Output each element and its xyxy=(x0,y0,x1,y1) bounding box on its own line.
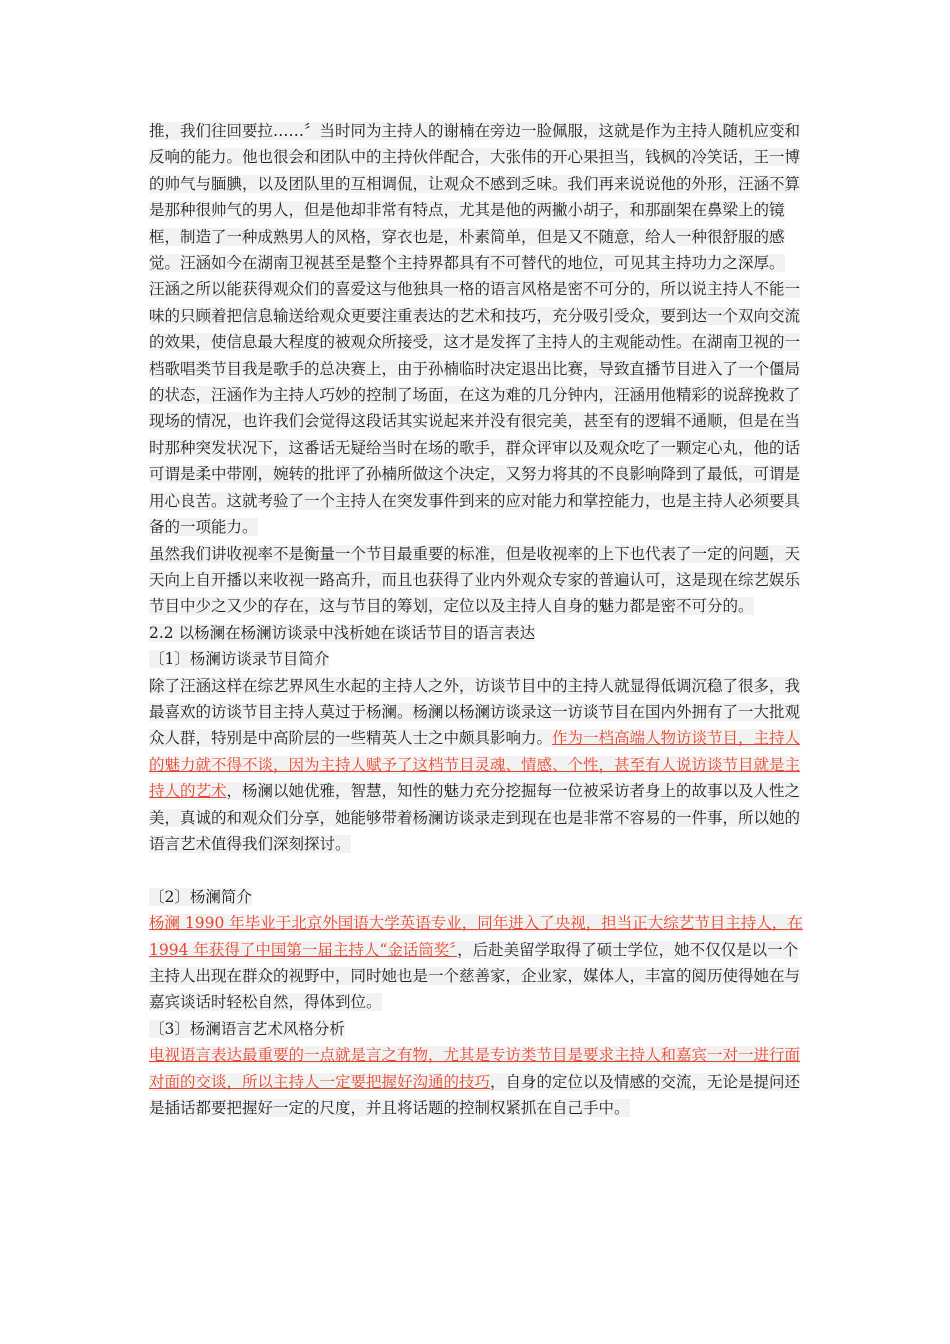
paragraph-wanghan-host xyxy=(149,118,809,276)
blank-line xyxy=(149,857,809,883)
highlighted-text-run: 电视语言表达最重要的一点就是言之有物，尤其是专访类节目是要求主持人和嘉宾一对一进行面对面的交谈，所以主持人一定要把握好沟通的技巧 xyxy=(149,1046,801,1091)
paragraph-wanghan-style xyxy=(149,276,809,540)
text-run: 汪涵之所以能获得观众们的喜爱这与他独具一格的语言风格是密不可分的，所以说主持人不能一味的只顾着把信息输送给观众更要注重表达的艺术和技巧，充分吸引受众，要到达一个双向交流的效果，使信息最大程度的被观众所接受，这才是发挥了主持人的主观能动性。在湖南卫视的一档歌唱类节目我是歌手的总决赛上，由于孙楠临时决定退出比赛，导致直播节目进入了一个僵局的状态，汪涵作为主持人巧妙的控制了场面，在这为难的几分钟内，汪涵用他精彩的说辞挽救了现场的情况，也许我们会觉得这段话其实说起来并没有很完美，甚至有的逻辑不通顺，但是在当时那种突发状况下，这番话无疑给当时在场的歌手，群众评审以及观众吃了一颗定心丸，他的话可谓是柔中带刚，婉转的批评了孙楠所做这个决定，又努力将其的不良影响降到了最低，可谓是用心良苦。这就考验了一个主持人在突发事件到来的应对能力和掌控能力，也是主持人必须要具备的一项能力。 xyxy=(149,280,801,537)
text-run: 2.2 以杨澜在杨澜访谈录中浅析她在谈话节目的语言表达 xyxy=(149,623,536,642)
highlighted-text-run: 杨澜 1990 年毕业于北京外国语大学英语专业，同年进入了央视，担当正大综艺节目主持人，在 1994 年获得了中国第一届主持人“金话筒奖〞 xyxy=(149,914,803,959)
section-heading-2-2 xyxy=(149,620,809,646)
subheading-program-intro xyxy=(149,646,809,672)
paragraph-language-style xyxy=(149,1042,809,1121)
highlighted-text-run: 作为一档高端人物访谈节目，主持人的魅力就不得不谈，因为主持人赋予了这档节目灵魂、情感、个性，甚至有人说访谈节目就是主持人的艺术 xyxy=(149,729,801,801)
text-run: 〔3〕杨澜语言艺术风格分析 xyxy=(149,1019,345,1038)
subheading-language-style xyxy=(149,1016,809,1042)
paragraph-ratings xyxy=(149,541,809,620)
text-run: 〔2〕杨澜简介 xyxy=(149,887,252,906)
paragraph-yanglan-bio xyxy=(149,910,809,1016)
subheading-yanglan-bio xyxy=(149,884,809,910)
text-run: ，后赴美留学取得了硕士学位，她不仅仅是以一个主持人出现在群众的视野中，同时她也是一个慈善家，企业家，媒体人，丰富的阅历使得她在与嘉宾谈话时轻松自然，得体到位。 xyxy=(149,940,801,1012)
paragraph-program-intro xyxy=(149,673,809,858)
text-run: 〔1〕杨澜访谈录节目简介 xyxy=(149,650,330,669)
text-run: 虽然我们讲收视率不是衡量一个节目最重要的标准，但是收视率的上下也代表了一定的问题，天天向上自开播以来收视一路高升，而且也获得了业内外观众专家的普遍认可，这是现在综艺娱乐节目中少之又少的存在，这与节目的筹划，定位以及主持人自身的魅力都是密不可分的。 xyxy=(149,544,801,616)
text-run: 推，我们往回要拉……〞当时同为主持人的谢楠在旁边一脸佩服，这就是作为主持人随机应变和反响的能力。他也很会和团队中的主持伙伴配合，大张伟的开心果担当，钱枫的冷笑话，王一博的帅气与腼腆，以及团队里的互相调侃，让观众不感到乏味。我们再来说说他的外形，汪涵不算是那种很帅气的男人，但是他却非常有特点，尤其是他的两撇小胡子，和那副架在鼻梁上的镜框，制造了一种成熟男人的风格，穿衣也是，朴素简单，但是又不随意，给人一种很舒服的感觉。汪涵如今在湖南卫视甚至是整个主持界都具有不可替代的地位，可见其主持功力之深厚。 xyxy=(149,122,801,273)
text-run: ，杨澜以她优雅，智慧，知性的魅力充分挖掘每一位被采访者身上的故事以及人性之美，真诚的和观众们分享，她能够带着杨澜访谈录走到现在也是非常不容易的一件事，所以她的语言艺术值得我们深刻探讨。 xyxy=(149,782,801,853)
text-run: ，自身的定位以及情感的交流，无论是提问还是插话都要把握好一定的尺度，并且将话题的控制权紧抓在自己手中。 xyxy=(149,1072,801,1118)
document-body xyxy=(149,118,809,1121)
text-run: 除了汪涵这样在综艺界风生水起的主持人之外，访谈节目中的主持人就显得低调沉稳了很多，我最喜欢的访谈节目主持人莫过于杨澜。杨澜以杨澜访谈录这一访谈节目在国内外拥有了一大批观众人群，特别是中高阶层的一些精英人士之中颇具影响力。 xyxy=(149,676,801,748)
